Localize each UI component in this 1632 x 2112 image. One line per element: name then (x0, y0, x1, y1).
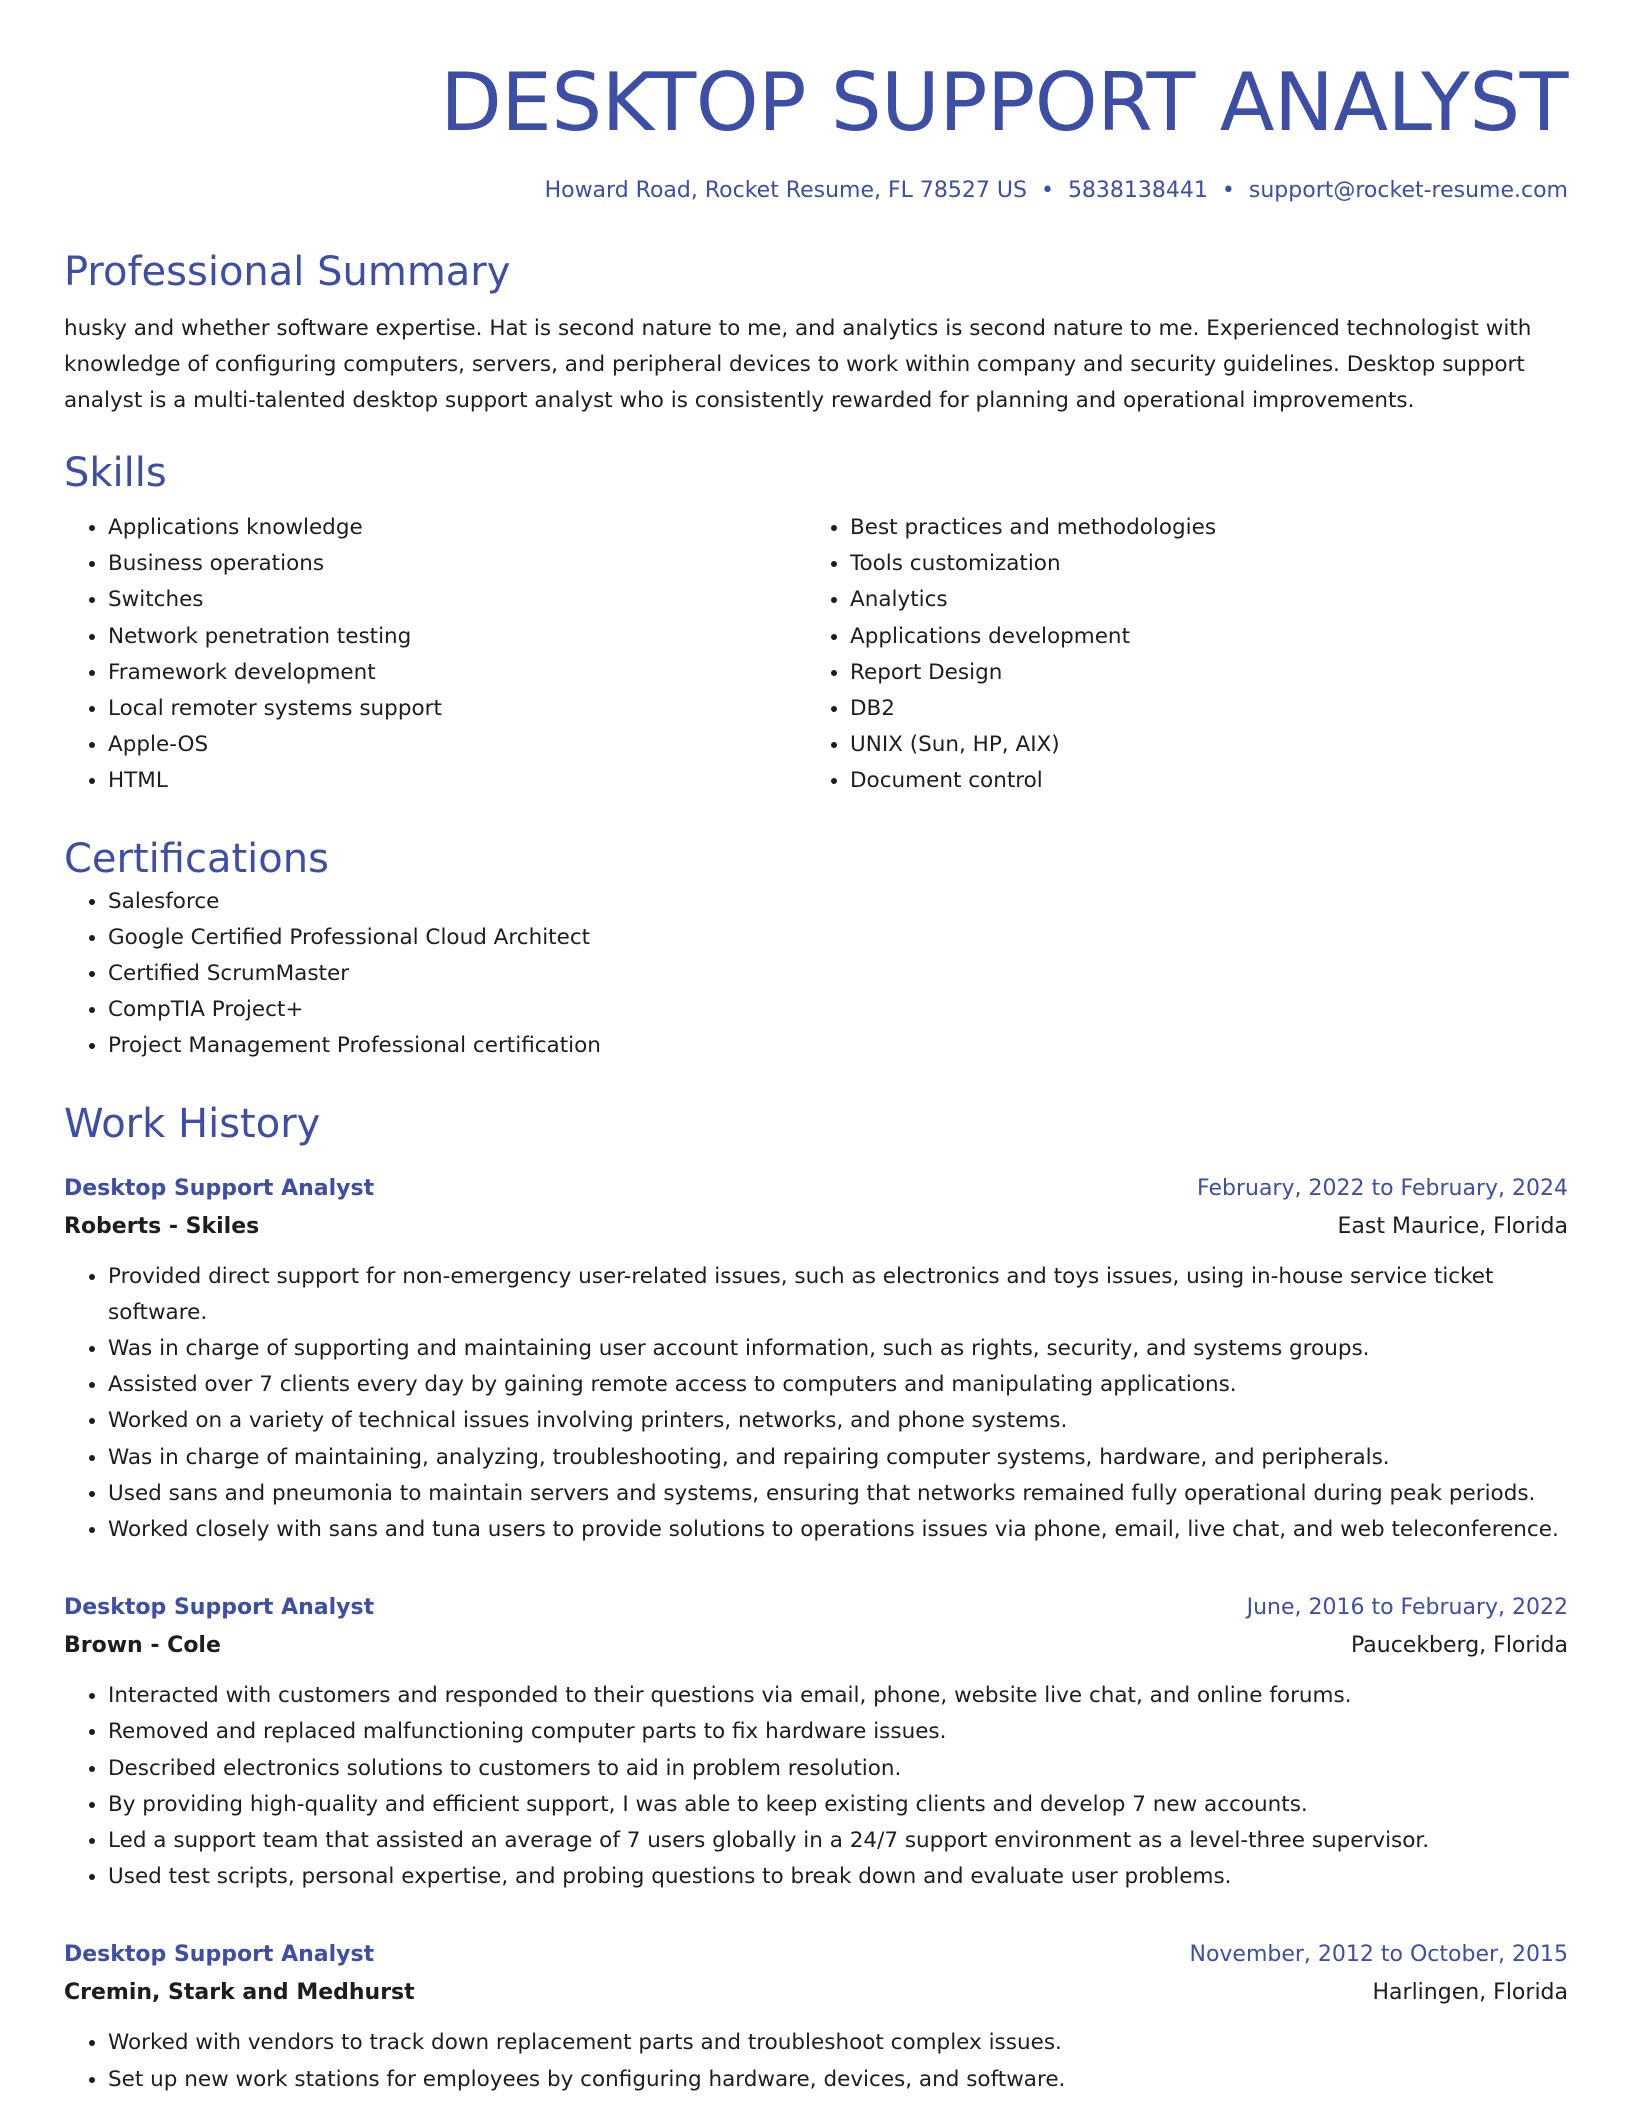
contact-address: Howard Road, Rocket Resume, FL 78527 US (544, 178, 1027, 203)
job-bullet: • Described electronics solutions to customers to aid in problem resolution. (108, 1751, 1568, 1787)
skill-item: • Tools customization (850, 546, 1548, 582)
skill-item: • Framework development (108, 655, 806, 691)
skill-item: • Network penetration testing (108, 619, 806, 655)
job-title-row (64, 1590, 1568, 1626)
skills-column-left (64, 510, 806, 800)
skill-item: • Document control (850, 763, 1548, 799)
skill-item: • Apple-OS (108, 727, 806, 763)
job-location: Paucekberg, Florida (1350, 1633, 1568, 1659)
certification-item: • CompTIA Project+ (108, 992, 1568, 1028)
skill-item: • Local remoter systems support (108, 691, 806, 727)
job-location: East Maurice, Florida (1337, 1213, 1568, 1239)
job-bullet: • Used test scripts, personal expertise, and probing questions to break down and evaluate user problems. (108, 1859, 1568, 1895)
certifications-section-title: Certifications (64, 835, 329, 882)
certification-item: • Project Management Professional certification (108, 1028, 1568, 1064)
job-dates: June, 2016 to February, 2022 (1246, 1595, 1568, 1621)
job-entry (64, 1590, 1568, 1895)
job-bullet: • Assisted over 7 clients every day by gaining remote access to computers and manipulating applications. (108, 1367, 1568, 1403)
skill-item: • Switches (108, 582, 806, 618)
job-bullet: • Worked closely with sans and tuna users to provide solutions to operations issues via phone, email, live chat, and web teleconference. (108, 1512, 1568, 1548)
job-title: Desktop Support Analyst (64, 1595, 375, 1621)
job-company: Brown - Cole (64, 1633, 221, 1659)
skill-item: • DB2 (850, 691, 1548, 727)
resume-name-heading: DESKTOP SUPPORT ANALYST (440, 56, 1568, 149)
skills-section-title: Skills (64, 450, 167, 496)
certification-item: • Salesforce (108, 884, 1568, 920)
job-bullet: • Used sans and pneumonia to maintain servers and systems, ensuring that networks remained fully operational during peak periods. (108, 1476, 1568, 1512)
skills-column-right (806, 510, 1548, 800)
job-dates: February, 2022 to February, 2024 (1197, 1175, 1568, 1201)
job-title: Desktop Support Analyst (64, 1942, 375, 1968)
job-bullet: • Worked on a variety of technical issues involving printers, networks, and phone systems. (108, 1403, 1568, 1439)
job-bullet: • Led a support team that assisted an average of 7 users globally in a 24/7 support environment as a level-three supervisor. (108, 1823, 1568, 1859)
skill-item: • Report Design (850, 655, 1548, 691)
work-history-section-title: Work History (64, 1100, 321, 1147)
job-bullet: • Was in charge of supporting and maintaining user account information, such as rights, security, and systems groups. (108, 1331, 1568, 1367)
job-bullet: • Provided direct support for non-emergency user-related issues, such as electronics and toys issues, using in-house service ticket software. (108, 1259, 1568, 1331)
skills-list-left (64, 510, 806, 800)
job-bullet: • Set up new work stations for employees by configuring hardware, devices, and software. (108, 2062, 1568, 2098)
skill-item: • Analytics (850, 582, 1548, 618)
certification-item: • Certified ScrumMaster (108, 956, 1568, 992)
job-bullets (64, 2025, 1568, 2097)
job-bullets (64, 1259, 1568, 1549)
summary-section-title: Professional Summary (64, 249, 511, 295)
job-title-row (64, 1937, 1568, 1973)
job-entry (64, 1171, 1568, 1549)
job-title-row (64, 1171, 1568, 1207)
job-bullet: • Removed and replaced malfunctioning computer parts to fix hardware issues. (108, 1714, 1568, 1750)
skill-item: • Best practices and methodologies (850, 510, 1548, 546)
job-title: Desktop Support Analyst (64, 1175, 375, 1201)
skill-item: • Applications knowledge (108, 510, 806, 546)
job-entry (64, 1937, 1568, 2097)
skill-item: • UNIX (Sun, HP, AIX) (850, 727, 1548, 763)
contact-phone: 5838138441 (1067, 178, 1208, 203)
job-bullet: • Worked with vendors to track down replacement parts and troubleshoot complex issues. (108, 2025, 1568, 2061)
job-company-row (64, 1207, 1568, 1247)
job-company: Cremin, Stark and Medhurst (64, 1980, 415, 2006)
certifications-list (64, 884, 1568, 1065)
resume-page (64, 0, 1568, 2098)
skill-item: • HTML (108, 763, 806, 799)
skills-list-right (806, 510, 1548, 800)
summary-text: husky and whether software expertise. Hat is second nature to me, and analytics is second nature to me. Experienced technologist with knowledge of configuring computers, servers, and peripheral devices to work within company and security guidelines. Desktop support analyst is a multi-talented desktop support analyst who is consistently rewarded for planning and operational improvements. (64, 316, 1532, 413)
job-company-row (64, 1626, 1568, 1666)
contact-line (64, 176, 1568, 206)
job-bullets (64, 1678, 1568, 1895)
job-company: Roberts - Skiles (64, 1213, 260, 1239)
job-location: Harlingen, Florida (1372, 1980, 1568, 2006)
job-bullet: • Interacted with customers and responded to their questions via email, phone, website live chat, and online forums. (108, 1678, 1568, 1714)
job-bullet: • By providing high-quality and efficient support, I was able to keep existing clients and develop 7 new accounts. (108, 1787, 1568, 1823)
contact-separator: • (1221, 178, 1235, 203)
job-company-row (64, 1973, 1568, 2013)
job-dates: November, 2012 to October, 2015 (1189, 1942, 1568, 1968)
contact-email: support@rocket-resume.com (1248, 178, 1568, 203)
certification-item: • Google Certified Professional Cloud Architect (108, 920, 1568, 956)
skill-item: • Applications development (850, 619, 1548, 655)
contact-separator: • (1040, 178, 1054, 203)
skills-grid (64, 510, 1568, 800)
job-bullet: • Was in charge of maintaining, analyzing, troubleshooting, and repairing computer systems, hardware, and peripherals. (108, 1440, 1568, 1476)
skill-item: • Business operations (108, 546, 806, 582)
